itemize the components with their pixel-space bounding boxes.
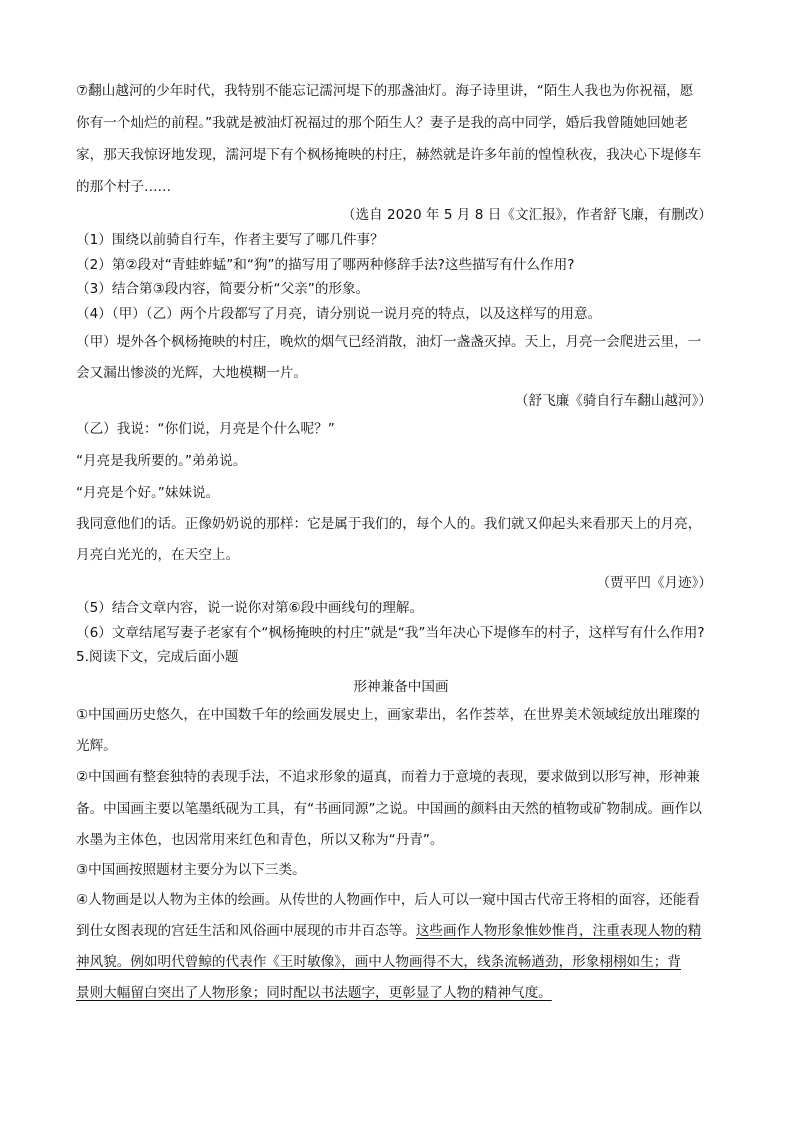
underlined-sentence-line: 神风貌。例如明代曾鲸的代表作《王时敏像》，画中人物画得不大，线条流畅遒劲，形象栩栩如生；背 — [76, 954, 681, 970]
paragraph-7-line: 家，那天我惊讶地发现，濡河堤下有个枫杨掩映的村庄，赫然就是许多年前的惶惶秋夜，我决心下堤修车 — [76, 147, 702, 163]
excerpt-yi-source: （贾平凹《月迹》） — [596, 575, 712, 591]
passage-5-paragraph-2-line: ②中国画有整套独特的表现手法，不追求形象的逼真，而着力于意境的表现，要求做到以形写神，形神兼 — [76, 769, 700, 785]
excerpt-yi-line: 我同意他们的话。正像奶奶说的那样：它是属于我们的，每个人的。我们就又仰起头来看那天上的月亮， — [76, 516, 702, 532]
question-1: （1）围绕以前骑自行车，作者主要写了哪几件事？ — [76, 232, 384, 248]
underlined-sentence: 这些画作人物形象惟妙惟肖，注重表现人物的精 — [415, 923, 702, 939]
question-6: （6）文章结尾写妻子老家有个“枫杨掩映的村庄”就是“我”当年决心下堤修车的村子，这样写有什么作用? — [76, 625, 705, 641]
passage-5-paragraph-4-line — [76, 922, 726, 940]
excerpt-yi-line: “月亮是个好。”妹妹说。 — [76, 485, 220, 501]
passage-5-paragraph-3: ③中国画按照题材主要分为以下三类。 — [76, 862, 306, 878]
excerpt-yi-line: 月亮白光光的，在天空上。 — [76, 547, 240, 563]
passage-5-paragraph-1-line: 光辉。 — [76, 738, 117, 754]
passage-5-intro: 5.阅读下文，完成后面小题 — [76, 649, 239, 665]
passage-5-paragraph-2-line: 水墨为主体色，也因常用来红色和青色，所以又称为“丹青”。 — [76, 832, 444, 848]
question-3: （3）结合第③段内容，简要分析“父亲”的形象。 — [76, 281, 370, 297]
underlined-sentence-line: 景则大幅留白突出了人物形象；同时配以书法题字，更彰显了人物的精神气度。 — [76, 985, 552, 1001]
question-4: （4）（甲）（乙）两个片段都写了月亮，请分别说一说月亮的特点，以及这样写的用意。 — [76, 306, 602, 322]
excerpt-jia-line: 会又漏出惨淡的光辉，大地模糊一片。 — [76, 365, 308, 381]
paragraph-4-plain-text: 到仕女图表现的宫廷生活和风俗画中展现的市井百态等。 — [76, 923, 416, 939]
excerpt-yi-line: （乙）我说：“你们说，月亮是个什么呢？” — [76, 421, 335, 437]
question-5: （5）结合文章内容，说一说你对第⑥段中画线句的理解。 — [76, 600, 424, 616]
passage-5-paragraph-4-line: ④人物画是以人物为主体的绘画。从传世的人物画作中，后人可以一窥中国古代帝王将相的面容，还能看 — [76, 892, 700, 908]
excerpt-jia-source: （舒飞廉《骑自行车翻山越河》） — [514, 393, 712, 409]
question-2: （2）第②段对“青蛙蚱蜢”和“狗”的描写用了哪两种修辞手法?这些描写有什么作用? — [76, 257, 575, 273]
excerpt-jia-line: （甲）堤外各个枫杨掩映的村庄，晚炊的烟气已经消散，油灯一盏盏灭掉。天上，月亮一会爬进云里，一 — [76, 334, 702, 350]
passage-5-paragraph-2-line: 备。中国画主要以笔墨纸砚为工具，有“书画同源”之说。中国画的颜料由天然的植物或矿物制成。画作以 — [76, 801, 702, 817]
paragraph-7-line: 的那个村子…… — [76, 179, 172, 195]
paragraph-7-line: 你有一个灿烂的前程。”我就是被油灯祝福过的那个陌生人？妻子是我的高中同学，婚后我曾随她回她老 — [76, 115, 688, 131]
passage-5-paragraph-1-line: ①中国画历史悠久，在中国数千年的绘画发展史上，画家辈出，名作荟萃，在世界美术领域绽放出璀璨的 — [76, 707, 700, 723]
passage-5-title: 形神兼备中国画 — [353, 679, 449, 695]
paragraph-7-line: ⑦翻山越河的少年时代，我特别不能忘记濡河堤下的那盏油灯。海子诗里讲，“陌生人我也为你祝福，愿 — [76, 83, 694, 99]
source-citation: （选自 2020 年 5 月 8 日《文汇报》，作者舒飞廉，有删改） — [341, 207, 712, 223]
excerpt-yi-line: “月亮是我所要的。”弟弟说。 — [76, 453, 247, 469]
